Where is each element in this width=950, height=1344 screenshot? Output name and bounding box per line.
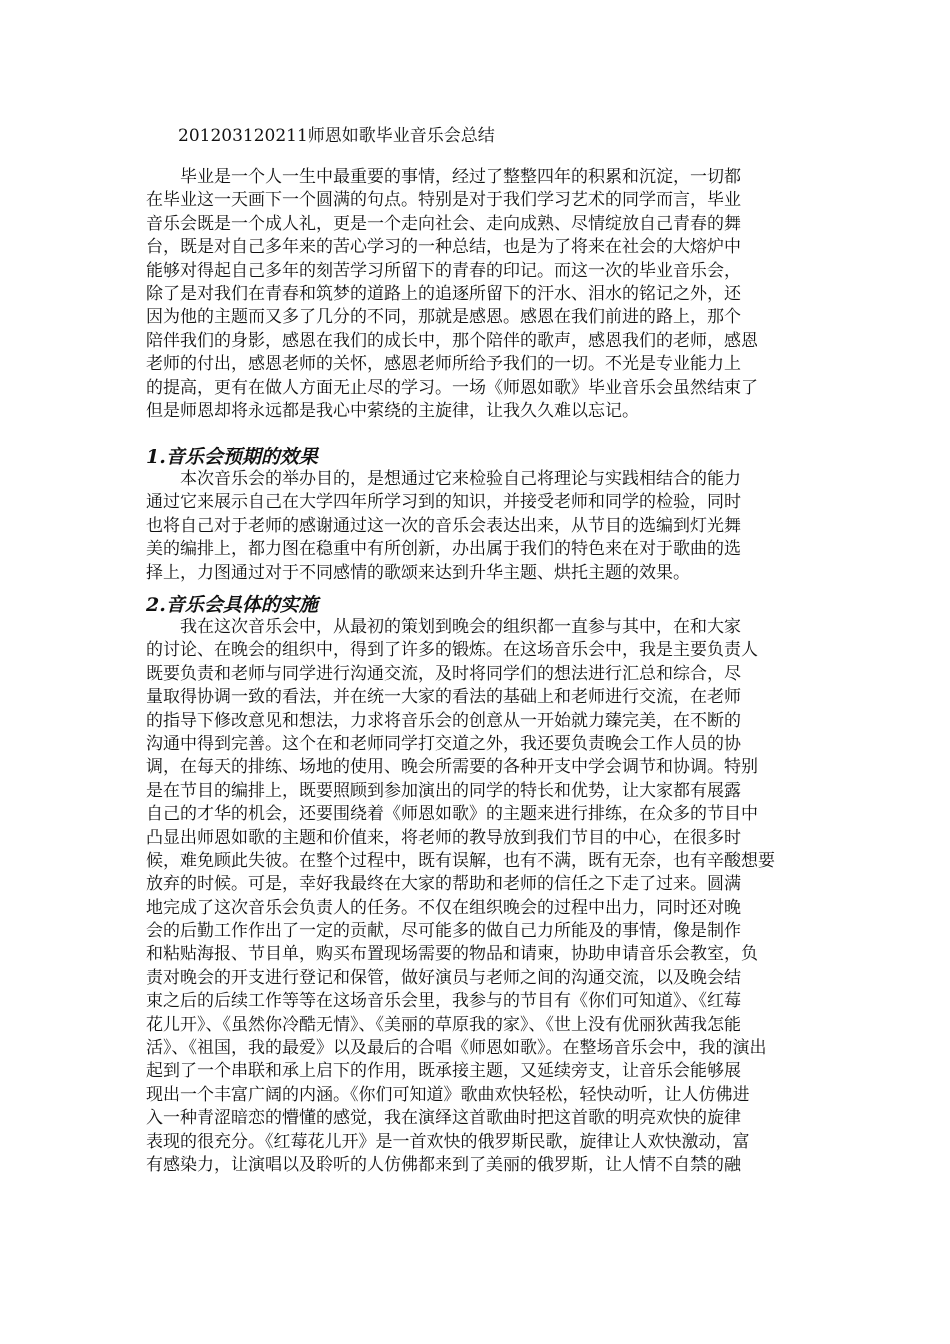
text-line: 我在这次音乐会中，从最初的策划到晚会的组织都一直参与其中，在和大家 [180, 617, 741, 637]
text-line: 的提高，更有在做人方面无止尽的学习。一场《师恩如歌》毕业音乐会虽然结束了 [146, 377, 758, 398]
text-line: 有感染力，让演唱以及聆听的人仿佛都来到了美丽的俄罗斯，让人情不自禁的融 [146, 1154, 741, 1175]
text-line: 现出一个丰富广阔的内涵。《你们可知道》歌曲欢快轻松，轻快动听，让人仿佛进 [146, 1084, 750, 1105]
text-line: 除了是对我们在青春和筑梦的道路上的追逐所留下的汗水、泪水的铭记之外，还 [146, 283, 741, 304]
text-line: 花儿开》、《虽然你冷酷无情》、《美丽的草原我的家》、《世上没有优丽狄茜我怎能 [146, 1014, 741, 1035]
text-line: 择上，力图通过对于不同感情的歌颂来达到升华主题、烘托主题的效果。 [146, 562, 690, 583]
section-1-heading: 1.音乐会预期的效果 [146, 446, 318, 468]
text-line: 和粘贴海报、节目单，购买布置现场需要的物品和请柬，协助申请音乐会教室，负 [146, 944, 758, 965]
text-line: 音乐会既是一个成人礼，更是一个走向社会、走向成熟、尽情绽放自己青春的舞 [146, 213, 741, 234]
text-line: 在毕业这一天画下一个圆满的句点。特别是对于我们学习艺术的同学而言，毕业 [146, 190, 741, 211]
section-2-heading: 2.音乐会具体的实施 [146, 594, 318, 616]
section-1-paragraph [146, 468, 810, 585]
text-line: 的指导下修改意见和想法，力求将音乐会的创意从一开始就力臻完美，在不断的 [146, 710, 741, 731]
document-title: 201203120211师恩如歌毕业音乐会总结 [178, 126, 495, 146]
text-line: 凸显出师恩如歌的主题和价值来，将老师的教导放到我们节目的中心，在很多时 [146, 827, 741, 848]
text-line: 陪伴我们的身影，感恩在我们的成长中，那个陪伴的歌声，感恩我们的老师，感恩 [146, 330, 758, 351]
text-line: 因为他的主题而又多了几分的不同，那就是感恩。感恩在我们前进的路上，那个 [146, 307, 741, 328]
text-line: 入一种青涩暗恋的懵懂的感觉，我在演绎这首歌曲时把这首歌的明亮欢快的旋律 [146, 1108, 741, 1129]
text-line: 本次音乐会的举办目的，是想通过它来检验自己将理论与实践相结合的能力 [180, 469, 741, 489]
text-line: 束之后的后续工作等等在这场音乐会里，我参与的节目有《你们可知道》、《红莓 [146, 991, 741, 1012]
text-line: 的讨论、在晚会的组织中，得到了许多的锻炼。在这场音乐会中，我是主要负责人 [146, 640, 758, 661]
text-line: 表现的很充分。《红莓花儿开》是一首欢快的俄罗斯民歌，旋律让人欢快激动，富 [146, 1131, 750, 1152]
text-line: 通过它来展示自己在大学四年所学习到的知识，并接受老师和同学的检验，同时 [146, 492, 741, 513]
text-line: 责对晚会的开支进行登记和保管，做好演员与老师之间的沟通交流，以及晚会结 [146, 967, 741, 988]
text-line: 放弃的时候。可是，幸好我最终在大家的帮助和老师的信任之下走了过来。圆满 [146, 874, 741, 895]
text-line: 是在节目的编排上，既要照顾到参加演出的同学的特长和优势，让大家都有展露 [146, 780, 741, 801]
text-line: 毕业是一个人一生中最重要的事情，经过了整整四年的积累和沉淀，一切都 [180, 167, 741, 187]
text-line: 既要负责和老师与同学进行沟通交流，及时将同学们的想法进行汇总和综合，尽 [146, 663, 741, 684]
text-line: 美的编排上，都力图在稳重中有所创新，办出属于我们的特色来在对于歌曲的选 [146, 539, 741, 560]
text-line: 能够对得起自己多年的刻苦学习所留下的青春的印记。而这一次的毕业音乐会， [146, 260, 741, 281]
text-line: 调，在每天的排练、场地的使用、晚会所需要的各种开支中学会调节和协调。特别 [146, 757, 758, 778]
intro-paragraph [146, 166, 810, 423]
text-line: 活》、《祖国，我的最爱》以及最后的合唱《师恩如歌》。在整场音乐会中，我的演出 [146, 1038, 767, 1059]
text-line: 台，既是对自己多年来的苦心学习的一种总结，也是为了将来在社会的大熔炉中 [146, 237, 741, 258]
text-line: 地完成了这次音乐会负责人的任务。不仅在组织晚会的过程中出力，同时还对晚 [146, 897, 741, 918]
text-line: 候，难免顾此失彼。在整个过程中，既有误解，也有不满，既有无奈，也有辛酸想要 [146, 850, 775, 871]
text-line: 量取得协调一致的看法，并在统一大家的看法的基础上和老师进行交流，在老师 [146, 687, 741, 708]
text-line: 自己的才华的机会，还要围绕着《师恩如歌》的主题来进行排练，在众多的节目中 [146, 804, 758, 825]
text-line: 会的后勤工作作出了一定的贡献，尽可能多的做自己力所能及的事情，像是制作 [146, 921, 741, 942]
text-line: 也将自己对于老师的感谢通过这一次的音乐会表达出来，从节目的选编到灯光舞 [146, 515, 741, 536]
section-2-paragraph [146, 616, 810, 1177]
text-line: 起到了一个串联和承上启下的作用，既承接主题，又延续旁支，让音乐会能够展 [146, 1061, 741, 1082]
text-line: 但是师恩却将永远都是我心中萦绕的主旋律，让我久久难以忘记。 [146, 400, 639, 421]
text-line: 沟通中得到完善。这个在和老师同学打交道之外，我还要负责晚会工作人员的协 [146, 733, 741, 754]
text-line: 老师的付出，感恩老师的关怀，感恩老师所给予我们的一切。不光是专业能力上 [146, 354, 741, 375]
